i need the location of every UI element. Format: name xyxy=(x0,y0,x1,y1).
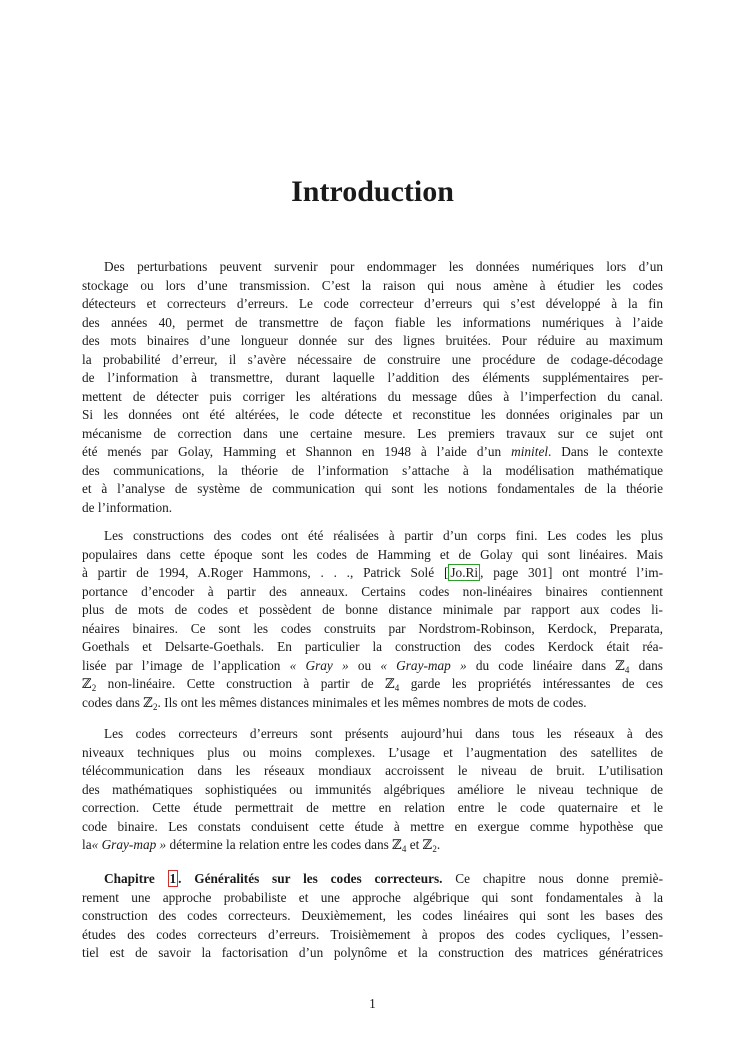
text-line: télécommunication dans les réseaux mondiaux accroissent le niveau de bruit. L’utilisation xyxy=(82,763,663,778)
text-line: et à l’analyse de système de communication qui sont les notions fondamentales de la théorie xyxy=(82,481,663,496)
text-line: des années 40, permet de transmettre de façon fiable les informations numériques à l’aide xyxy=(82,314,663,330)
text-line: ℤ$_2$ non-linéaire. Cette construction à partir de ℤ$_4$ garde les propriétés intéressantes de ces xyxy=(82,676,663,693)
page-title: Introduction xyxy=(291,175,454,208)
text-line: codes dans ℤ$_2$. Ils ont les mêmes distances minimales et les mêmes nombres de mots de codes. xyxy=(82,694,587,712)
text-line: Les constructions des codes ont été réalisées à partir d’un corps fini. Les codes les plus xyxy=(104,528,663,543)
text-line: mettent de détecter puis corriger les altérations du message dûes à l’imperfection du canal. xyxy=(82,388,663,404)
text-line: de l’information à transmettre, durant laquelle l’addition des éléments supplémentaires per- xyxy=(82,370,663,385)
text-line: plus de mots de codes et possèdent de bonne distance minimale par rapport aux codes li- xyxy=(82,602,663,617)
text-line: été menés par Golay, Hamming et Shannon en 1948 à l’aide d’un minitel. Dans le contexte xyxy=(82,444,664,459)
text-line: rement une approche probabiliste et une approche algébrique qui sont fondamentales à la xyxy=(82,889,663,905)
text-line: mécanisme de correction dans une certaine mesure. Les premiers travaux sur ce sujet ont xyxy=(82,425,663,441)
text-line: à partir de 1994, A.Roger Hammons, . . ., Patrick Solé [ Jo.Ri , page 301] ont montré l’im- xyxy=(82,565,663,580)
text-line: stockage ou lors d’une transmission. C’est la raison qui nous amène à étudier les codes xyxy=(82,277,663,293)
page-number: 1 xyxy=(369,996,376,1011)
text-line: la« Gray-map » détermine la relation entre les codes dans ℤ$_4$ et ℤ$_2$. xyxy=(82,837,441,854)
text-line: Si les données ont été altérées, le code détecte et reconstitue les données originales par un xyxy=(82,407,663,422)
paragraph-3 xyxy=(82,725,663,855)
chapter-link[interactable]: 1 xyxy=(169,871,177,886)
emphasis: minitel xyxy=(511,444,549,459)
text-line: la probabilité d’erreur, il s’avère nécessaire de construire une procédure de codage-décodage xyxy=(82,351,663,367)
text-line: des mots binaires d’une longueur donnée sur des lignes bruitées. Pour réduire au maximum xyxy=(82,333,663,348)
paragraph-2 xyxy=(82,527,663,712)
text-line: néaires binaires. Ce sont les codes construits par Nordstrom-Robinson, Kerdock, Preparata, xyxy=(82,620,663,636)
text-line: code binaire. Les constats conduisent cette étude à mettre en exergue comme hypothèse que xyxy=(82,818,663,834)
text-line: lisée par l’image de l’application « Gray » ou « Gray-map » du code linéaire dans ℤ$_4$ dans xyxy=(82,657,663,675)
text-line: Des perturbations peuvent survenir pour endommager les données numériques lors d’un xyxy=(104,259,663,274)
paragraph-1 xyxy=(82,258,663,517)
paragraph-4 xyxy=(82,870,663,963)
text-line: Les codes correcteurs d’erreurs sont présents aujourd’hui dans tous les réseaux à des xyxy=(104,726,663,741)
text-line: de l’information. xyxy=(82,499,173,515)
text-line: niveaux techniques plus ou moins complexes. L’usage et l’augmentation des satellites de xyxy=(82,744,663,760)
text-line: des mathématiques sophistiquées ou immunités algébriques améliore le niveau technique de xyxy=(82,781,663,797)
text-line: tiel est de savoir la factorisation d’un polynôme et la construction des matrices génératrices xyxy=(82,945,663,960)
text-line: détecteurs et correcteurs d’erreurs. Le code correcteur d’erreurs qui s’est développé à la fin xyxy=(82,296,663,311)
text-line: études des codes correcteurs d’erreurs. Troisièmement à propos des codes cycliques, l’essen- xyxy=(82,926,663,942)
text-line: portance d’encoder à partir des anneaux. Certains codes non-linéaires binaires contiennent xyxy=(82,583,663,599)
citation-link[interactable]: Jo.Ri xyxy=(450,565,479,580)
text-line: Chapitre 1 . Généralités sur les codes correcteurs. Ce chapitre nous donne premiè- xyxy=(104,871,663,886)
text-line: construction des codes correcteurs. Deuxièmement, les codes linéaires qui sont les bases des xyxy=(82,908,663,923)
text-line: des communications, la théorie de l’information s’attache à la modélisation mathématique xyxy=(82,462,663,478)
text-line: correction. Cette étude permettrait de mettre en relation entre le code quaternaire et le xyxy=(82,800,663,815)
text-line: Goethals et Delsarte-Goethals. En particulier la construction des codes Kerdock était réa- xyxy=(82,639,663,654)
text-line: populaires dans cette époque sont les codes de Hamming et de Golay qui sont linéaires. Mais xyxy=(82,546,663,562)
chapter-heading: Chapitre 1 . Généralités sur les codes correcteurs. xyxy=(104,871,443,886)
